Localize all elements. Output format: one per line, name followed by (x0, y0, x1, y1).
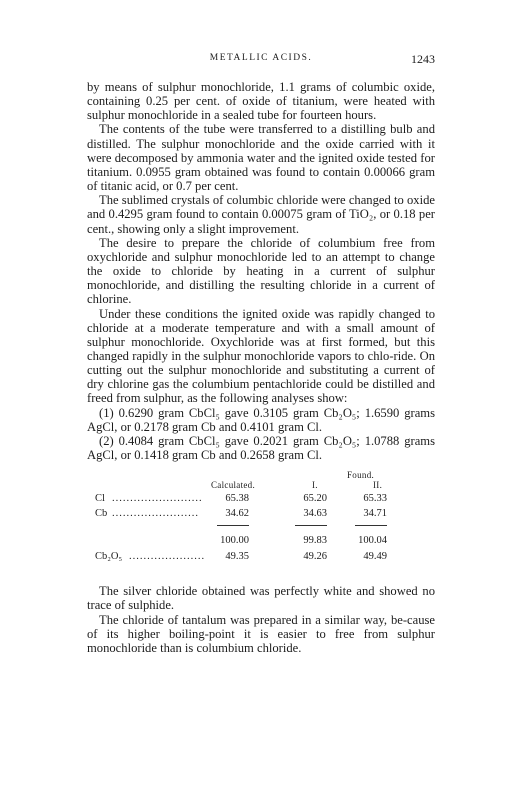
calculated-cb: 34.62 (225, 508, 249, 520)
analysis-table (87, 468, 435, 580)
sum-rule (355, 525, 387, 526)
calculated-header: Calculated. (211, 480, 256, 491)
leader-dots: ..................... (129, 551, 206, 563)
sum-rule (217, 525, 249, 526)
row-label-cb2o5: Cb₂O₅ (95, 551, 123, 563)
paragraph-1: by means of sulphur monochloride, 1.1 grams of columbic oxide, containing 0.25 per cent. of oxide of titanium, were heated with sulphur monochloride in a sealed tube for fourteen hours. (87, 80, 435, 123)
found-ii-cb: 34.71 (363, 508, 387, 520)
calculated-cl: 65.38 (225, 493, 249, 505)
calculated-cb2o5: 49.35 (225, 551, 249, 563)
col-i-header: I. (312, 480, 318, 491)
found-i-cb2o5: 49.26 (303, 551, 327, 563)
col-ii-header: II. (373, 480, 383, 491)
sum-rule (295, 525, 327, 526)
paragraph-2: The contents of the tube were transferred to a distilling bulb and distilled. The sulphur monochloride and the oxide carried with it were decomposed by ammonia water and the ignited oxide tested for titanium. 0.0955 gram obtained was found to contain 0.00066 gram of titanic acid, or 0.7 per cent. (87, 122, 435, 194)
found-ii-cb2o5: 49.49 (363, 551, 387, 563)
row-label-cb: Cb (95, 508, 108, 520)
analysis-1: (1) 0.6290 gram CbCl₅ gave 0.3105 gram Cb₂O₅; 1.6590 grams AgCl, or 0.2178 gram Cb and 0.4101 gram Cl. (87, 405, 435, 434)
leader-dots: ........................ (112, 508, 199, 520)
page-header (87, 53, 435, 67)
found-ii-cl: 65.33 (363, 493, 387, 505)
found-i-total: 99.83 (303, 535, 327, 547)
leader-dots: ......................... (112, 493, 203, 505)
paragraph-5: Under these conditions the ignited oxide was rapidly changed to chloride at a moderate temperature and with a small amount of sulphur monochloride. Oxychloride was at first formed, but this changed rapidly in the sulphur monochloride vapors to chlo-ride. On cutting out the sulphur monochloride and substituting a current of dry chlorine gas the columbium pentachloride could be distilled and freed from sulphur, as the following analyses show: (87, 306, 435, 406)
found-ii-total: 100.04 (358, 535, 387, 547)
body-text (87, 80, 435, 655)
page-number: 1243 (411, 52, 435, 66)
paragraph-9: The chloride of tantalum was prepared in a similar way, be-cause of its higher boiling-point it is easier to free from sulphur monochloride than is columbium chloride. (87, 612, 435, 655)
paragraph-8: The silver chloride obtained was perfectly white and showed no trace of sulphide. (87, 584, 435, 613)
paragraph-3: The sublimed crystals of columbic chloride were changed to oxide and 0.4295 gram found to contain 0.00075 gram of TiO₂, or 0.18 per cent., showing only a slight improvement. (87, 193, 435, 236)
analysis-2: (2) 0.4084 gram CbCl₅ gave 0.2021 gram Cb₂O₅; 1.0788 grams AgCl, or 0.1418 gram Cb and 0.2658 gram Cl. (87, 433, 435, 463)
running-head: METALLIC ACIDS. (209, 53, 313, 63)
found-header: Found. (347, 470, 375, 481)
found-i-cb: 34.63 (303, 508, 327, 520)
row-label-cl: Cl (95, 493, 105, 505)
found-i-cl: 65.20 (303, 493, 327, 505)
calculated-total: 100.00 (220, 535, 249, 547)
paragraph-4: The desire to prepare the chloride of columbium free from oxychloride and sulphur monochloride led to an attempt to change the oxide to chloride by heating in a current of sulphur monochloride, and distilling the resulting chloride in a current of chlorine. (87, 235, 435, 307)
